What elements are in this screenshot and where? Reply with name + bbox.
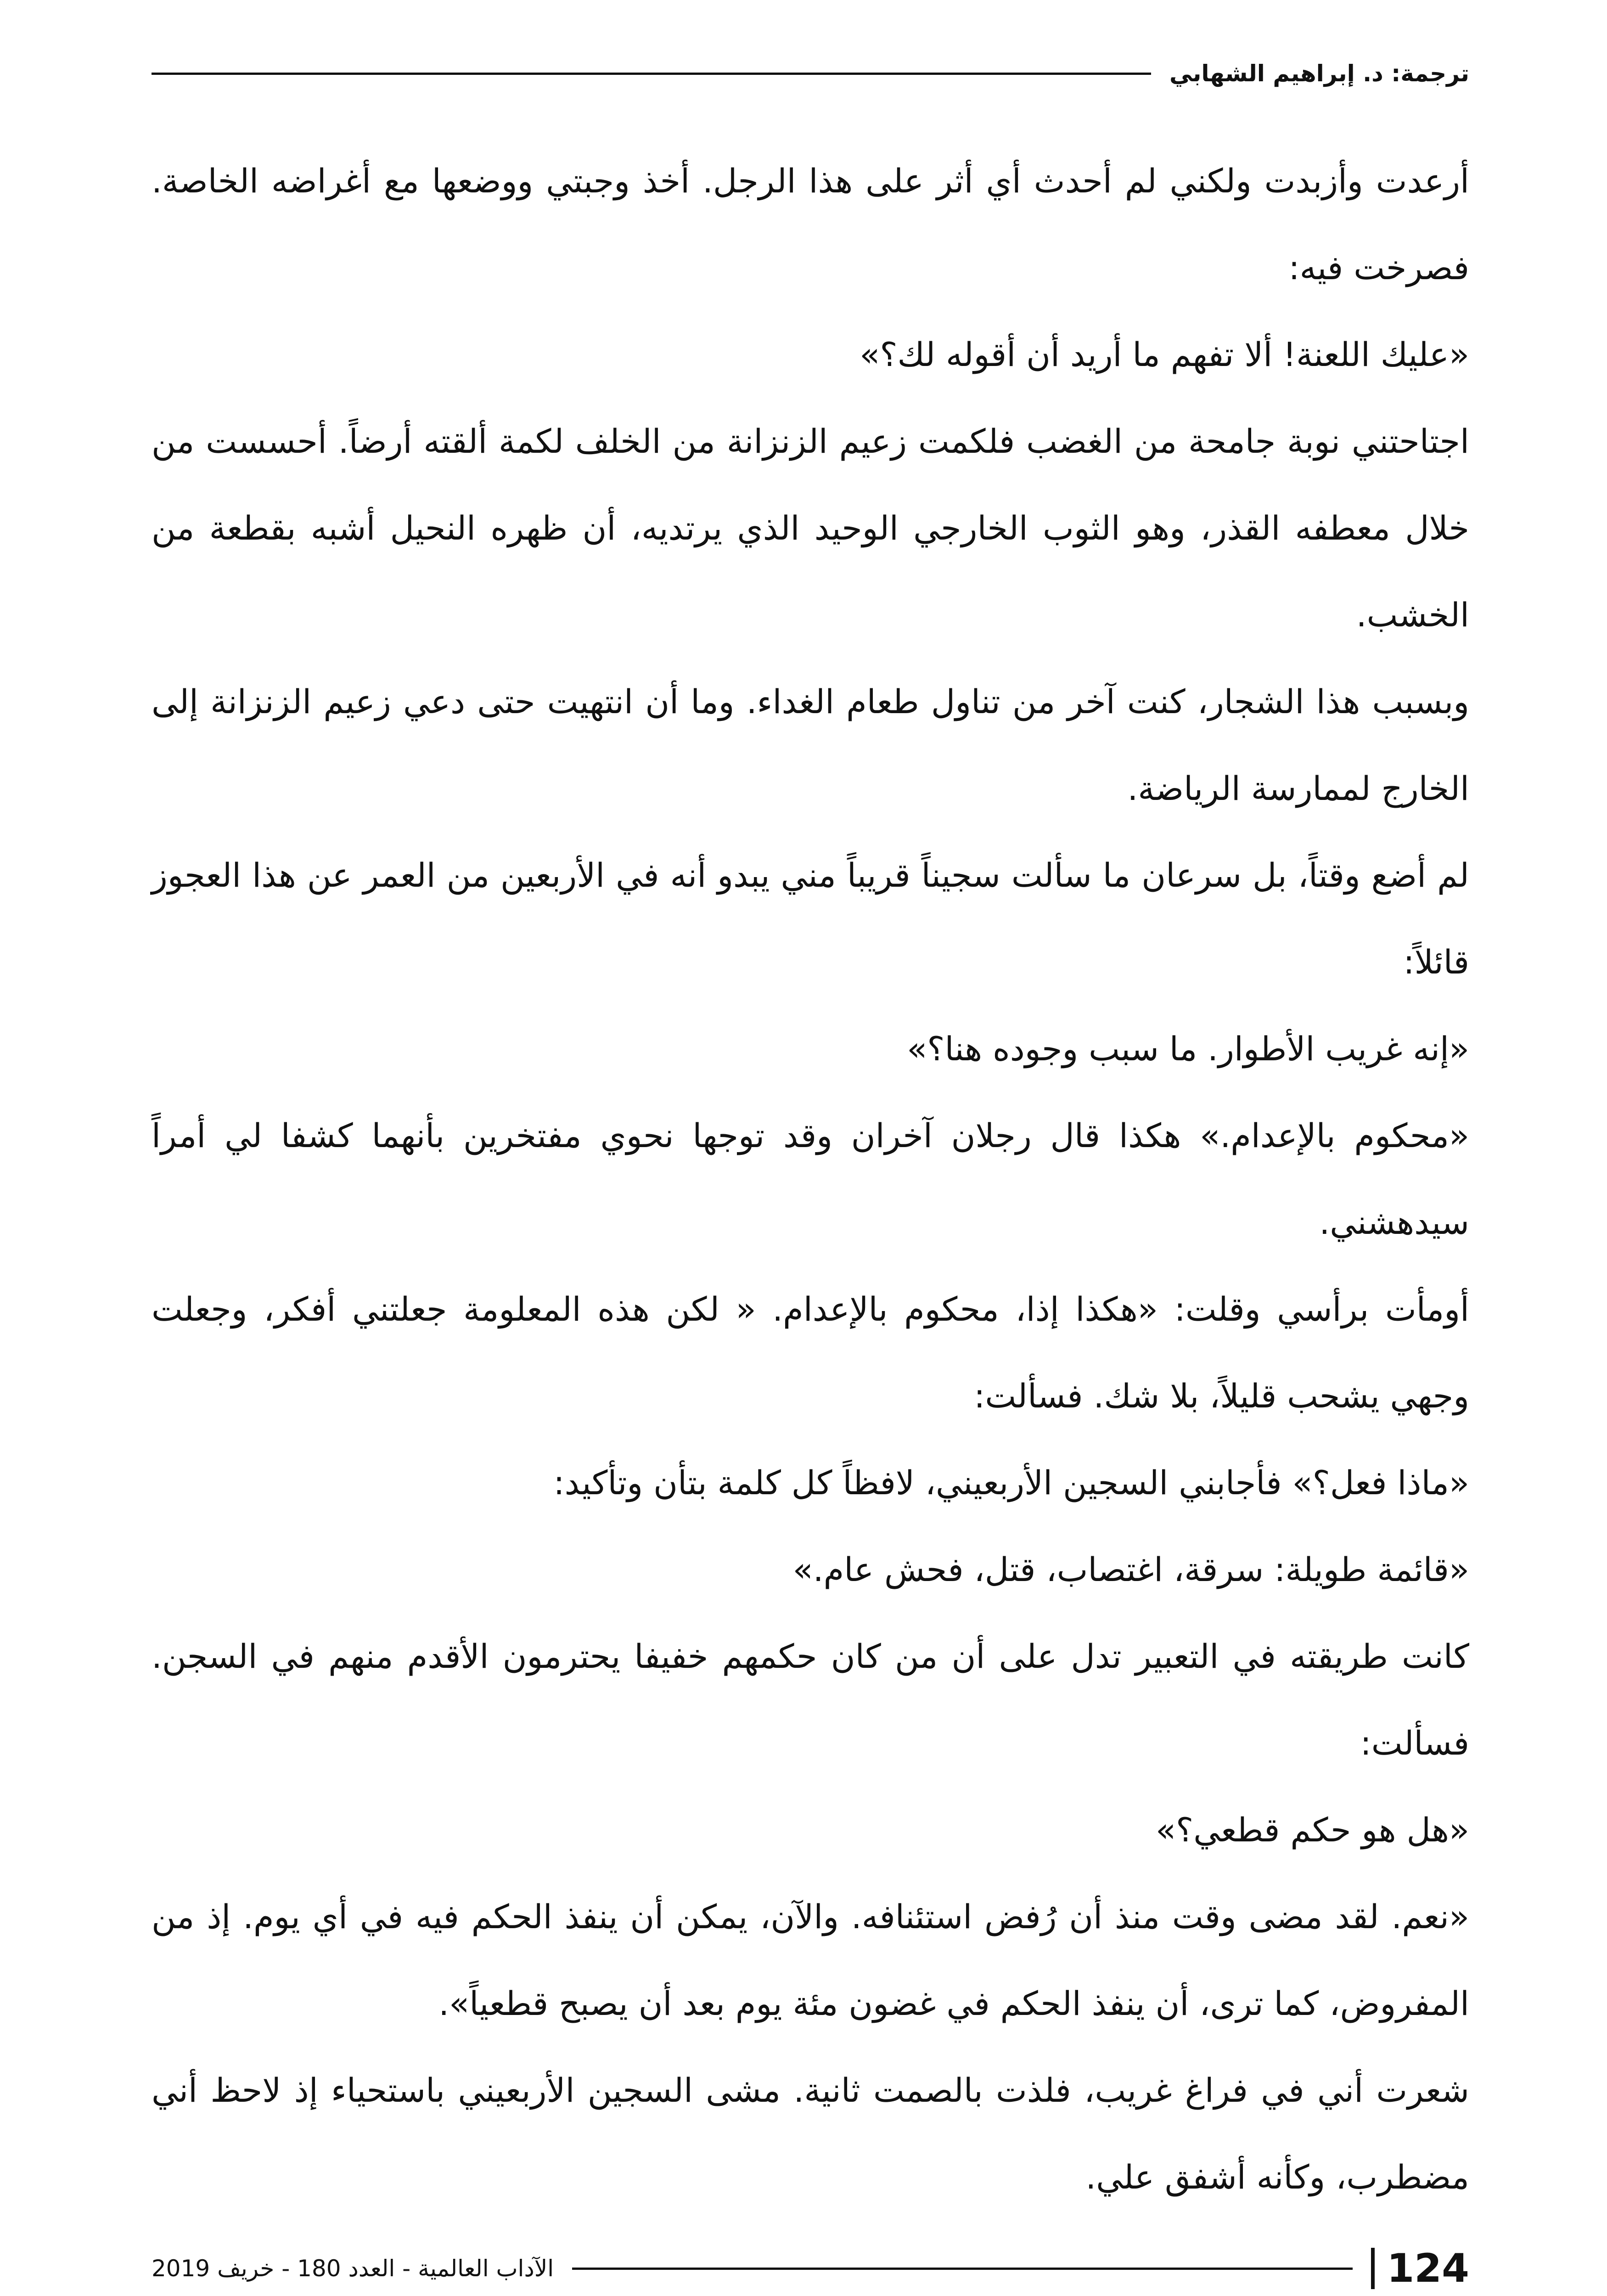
paragraph-6: «إنه غريب الأطوار. ما سبب وجوده هنا؟» — [907, 1030, 1469, 1068]
paragraph-13: «نعم. لقد مضى وقت منذ أن رُفض استئنافه. والآن، يمكن أن ينفذ الحكم فيه في أي يوم. إذ من المفروض، كما ترى، أن ينفذ الحكم في غضون مئة يوم بعد أن يصبح قطعياً». — [152, 1897, 1469, 2023]
paragraph-2: «عليك اللعنة! ألا تفهم ما أريد أن أقوله لك؟» — [860, 335, 1469, 374]
page-footer — [152, 2241, 1469, 2296]
page-number: 124 — [1387, 2245, 1469, 2291]
translator-credit: ترجمة: د. إبراهيم الشهابي — [1169, 60, 1469, 87]
paragraph-14: شعرت أني في فراغ غريب، فلذت بالصمت ثانية. مشى السجين الأربعيني باستحياء إذ لاحظ أني مضطرب، وكأنه أشفق علي. — [152, 2071, 1469, 2196]
paragraph-12: «هل هو حكم قطعي؟» — [1155, 1811, 1469, 1849]
footer-rule — [572, 2268, 1353, 2270]
page-header — [152, 51, 1469, 96]
paragraph-11: كانت طريقته في التعبير تدل على أن من كان حكمهم خفيفا يحترمون الأقدم منهم في السجن. فسألت: — [152, 1637, 1469, 1762]
paragraph-8: أومأت برأسي وقلت: «هكذا إذا، محكوم بالإعدام. « لكن هذه المعلومة جعلتني أفكر، وجعلت وجهي يشحب قليلاً، بلا شك. فسألت: — [152, 1290, 1469, 1415]
paragraph-7: «محكوم بالإعدام.» هكذا قال رجلان آخران وقد توجها نحوي مفتخرين بأنهما كشفا لي أمراً سيدهشني. — [152, 1116, 1469, 1242]
paragraph-1: أرعدت وأزبدت ولكني لم أحدث أي أثر على هذا الرجل. أخذ وجبتي ووضعها مع أغراضه الخاصة. فصرخت فيه: — [152, 162, 1469, 287]
header-rule — [152, 73, 1151, 75]
article-body — [152, 138, 1469, 2221]
paragraph-9: «ماذا فعل؟» فأجابني السجين الأربعيني، لافظاً كل كلمة بتأن وتأكيد: — [553, 1463, 1469, 1502]
paragraph-5: لم أضع وقتاً، بل سرعان ما سألت سجيناً قريباً مني يبدو أنه في الأربعين من العمر عن هذا العجوز قائلاً: — [152, 856, 1469, 981]
paragraph-10: «قائمة طويلة: سرقة، اغتصاب، قتل، فحش عام.» — [792, 1550, 1469, 1589]
footer-separator-bar — [1371, 2248, 1375, 2289]
paragraph-3: اجتاحتني نوبة جامحة من الغضب فلكمت زعيم الزنزانة من الخلف لكمة ألقته أرضاً. أحسست من خلال معطفه القذر، وهو الثوب الخارجي الوحيد الذي يرتديه، أن ظهره النحيل أشبه بقطعة من الخشب. — [152, 422, 1469, 634]
paragraph-4: وبسبب هذا الشجار، كنت آخر من تناول طعام الغداء. وما أن انتهيت حتى دعي زعيم الزنزانة إلى الخارج لممارسة الرياضة. — [152, 682, 1469, 808]
journal-issue: الآداب العالمية - العدد 180 - خريف 2019 — [152, 2255, 554, 2282]
